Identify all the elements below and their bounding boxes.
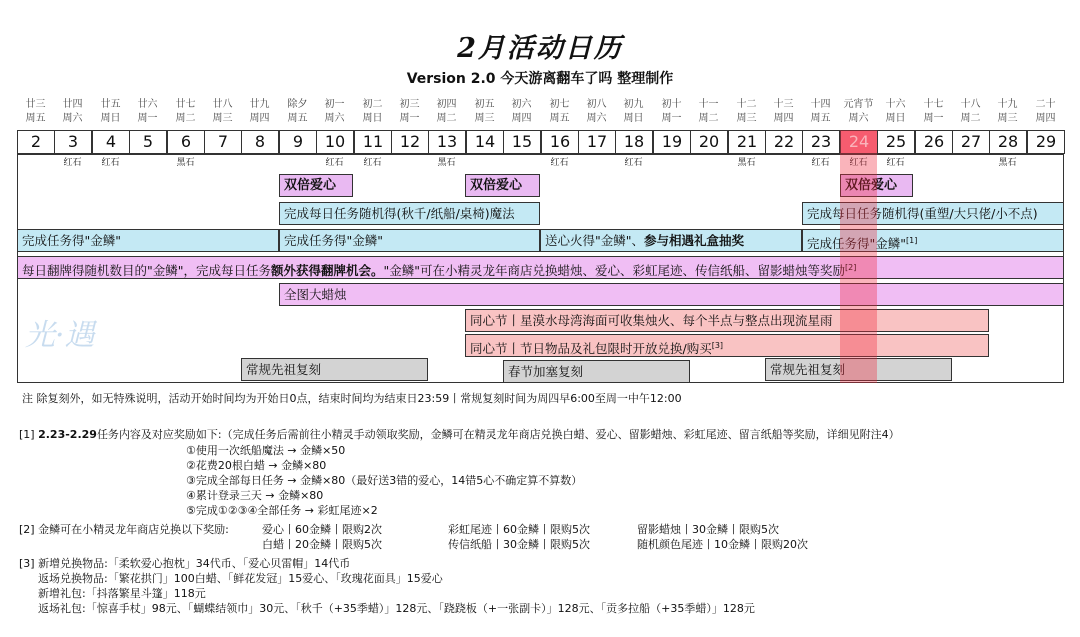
note-1-header: [1] 2.23-2.29任务内容及对应奖励如下:（完成任务后需前往小精灵手动领取奖励，金鳞可在精灵龙年商店兑换白蜡、爱心、留影蜡烛、彩虹尾迹、留言纸船等奖励，详细见附注4）	[19, 428, 900, 441]
note-2-item: 彩虹尾迹丨60金鳞丨限购5次	[448, 523, 590, 536]
day-cell: 5	[129, 130, 167, 154]
note-3-line: 返场兑换物品:「繁花拱门」100白蜡、「鲜花发冠」15爱心、「玫瑰花面具」15爱心	[38, 572, 443, 585]
day-weekday-label: 周一	[661, 113, 682, 124]
day-lunar-label: 初九	[623, 99, 644, 110]
day-cell: 10	[316, 130, 354, 154]
day-cell: 25	[877, 130, 915, 154]
note-2-item: 留影蜡烛丨30金鳞丨限购5次	[637, 523, 779, 536]
day-weekday-label: 周六	[586, 113, 607, 124]
event-double-hearts-3: 双倍爱心	[840, 174, 913, 197]
note-2-item: 传信纸船丨30金鳞丨限购5次	[448, 538, 590, 551]
event-double-hearts-2: 双倍爱心	[465, 174, 540, 197]
day-lunar-label: 初二	[362, 99, 383, 110]
day-cell: 19	[653, 130, 691, 154]
day-weekday-label: 周二	[175, 113, 196, 124]
day-lunar-label: 元宵节	[843, 99, 874, 110]
day-cell: 7	[204, 130, 242, 154]
game-logo: 光·遇	[25, 318, 95, 353]
note-3-line: [3] 新增兑换物品:「柔软爱心抱枕」34代币、「爱心贝雷帽」14代币	[19, 557, 351, 570]
day-weekday-label: 周四	[773, 113, 794, 124]
day-stone-tag: 黑石	[437, 158, 456, 168]
day-weekday-label: 周三	[736, 113, 757, 124]
day-cell: 20	[690, 130, 728, 154]
day-lunar-label: 初十	[661, 99, 682, 110]
day-lunar-label: 廿七	[175, 99, 196, 110]
day-weekday-label: 周六	[62, 113, 83, 124]
day-lunar-label: 廿九	[249, 99, 270, 110]
note-2-item: 白蜡丨20金鳞丨限购5次	[262, 538, 382, 551]
event-big-candle: 全图大蜡烛	[279, 283, 1064, 306]
day-cell: 16	[541, 130, 579, 154]
day-stone-tag: 红石	[550, 158, 569, 168]
event-tongxin-shop: 同心节丨节日物品及礼包限时开放兑换/购买[3]	[465, 334, 989, 357]
day-cell: 11	[354, 130, 392, 154]
note-1-item: ①使用一次纸船魔法 → 金鳞×50	[186, 444, 346, 457]
note-3-line: 新增礼包:「抖落繁星斗篷」118元	[38, 587, 206, 600]
day-lunar-label: 十四	[810, 99, 831, 110]
day-lunar-label: 十七	[923, 99, 944, 110]
event-tongxin-meteor: 同心节丨星漠水母湾海面可收集烛火、每个半点与整点出现流星雨	[465, 309, 989, 332]
day-cell: 4	[92, 130, 130, 154]
day-weekday-label: 周二	[436, 113, 457, 124]
event-task-2: 完成任务得"金鳞"	[279, 229, 540, 252]
day-lunar-label: 廿四	[62, 99, 83, 110]
day-stone-tag: 红石	[101, 158, 120, 168]
day-cell: 27	[952, 130, 990, 154]
note-2-item: 爱心丨60金鳞丨限购2次	[262, 523, 382, 536]
day-weekday-label: 周一	[399, 113, 420, 124]
day-lunar-label: 十六	[885, 99, 906, 110]
day-lunar-label: 十八	[960, 99, 981, 110]
event-daily-flip: 每日翻牌得随机数目的"金鳞"，完成每日任务额外获得翻牌机会。"金鳞"可在小精灵龙年商店兑换蜡烛、爱心、彩虹尾迹、传信纸船、留影蜡烛等奖励[2]	[17, 256, 1064, 279]
day-lunar-label: 初一	[324, 99, 345, 110]
day-weekday-label: 周日	[623, 113, 644, 124]
day-cell: 12	[391, 130, 429, 154]
day-lunar-label: 十九	[997, 99, 1018, 110]
day-lunar-label: 初五	[474, 99, 495, 110]
event-spring-rerun: 春节加塞复刻	[503, 360, 690, 383]
day-lunar-label: 十三	[773, 99, 794, 110]
day-weekday-label: 周三	[474, 113, 495, 124]
day-cell: 28	[989, 130, 1027, 154]
day-weekday-label: 周五	[287, 113, 308, 124]
event-rerun-1: 常规先祖复刻	[241, 358, 428, 381]
day-lunar-label: 十一	[698, 99, 719, 110]
note-1-item: ③完成全部每日任务 → 金鳞×80（最好送3错的爱心，14错5心不确定算不算数）	[186, 474, 583, 487]
day-lunar-label: 廿八	[212, 99, 233, 110]
day-stone-tag: 红石	[63, 158, 82, 168]
day-weekday-label: 周一	[923, 113, 944, 124]
day-cell: 6	[167, 130, 205, 154]
day-weekday-label: 周六	[848, 113, 869, 124]
day-stone-tag: 红石	[886, 158, 905, 168]
day-lunar-label: 初四	[436, 99, 457, 110]
day-lunar-label: 十二	[736, 99, 757, 110]
day-weekday-label: 周六	[324, 113, 345, 124]
day-cell: 13	[428, 130, 466, 154]
day-weekday-label: 周五	[25, 113, 46, 124]
day-lunar-label: 除夕	[287, 99, 308, 110]
day-stone-tag: 红石	[325, 158, 344, 168]
day-stone-tag: 黑石	[998, 158, 1017, 168]
day-weekday-label: 周日	[100, 113, 121, 124]
day-stone-tag: 红石	[811, 158, 830, 168]
day-cell: 29	[1027, 130, 1065, 154]
day-cell: 22	[765, 130, 803, 154]
day-weekday-label: 周三	[212, 113, 233, 124]
page-title: 2月活动日历	[457, 33, 623, 64]
note-1-item: ④累计登录三天 → 金鳞×80	[186, 489, 324, 502]
day-cell: 9	[279, 130, 317, 154]
day-weekday-label: 周四	[249, 113, 270, 124]
day-cell: 3	[54, 130, 92, 154]
day-weekday-label: 周四	[511, 113, 532, 124]
day-weekday-label: 周四	[1035, 113, 1056, 124]
day-cell: 15	[503, 130, 541, 154]
event-task-1: 完成任务得"金鳞"	[17, 229, 279, 252]
day-lunar-label: 初三	[399, 99, 420, 110]
note-3-line: 返场礼包:「惊喜手杖」98元、「蝴蝶结领巾」30元、「秋千（+35季蜡）」128元、「跷跷板（+一张副卡）」128元、「贡多拉船（+35季蜡）」128元	[38, 602, 755, 615]
page-subtitle: Version 2.0 今天游离翻车了吗 整理制作	[406, 71, 674, 87]
day-lunar-label: 廿五	[100, 99, 121, 110]
day-weekday-label: 周日	[362, 113, 383, 124]
day-weekday-label: 周一	[137, 113, 158, 124]
day-stone-tag: 红石	[624, 158, 643, 168]
day-lunar-label: 初八	[586, 99, 607, 110]
note-2-item: 随机颜色尾迹丨10金鳞丨限购20次	[637, 538, 808, 551]
day-cell: 14	[466, 130, 504, 154]
day-lunar-label: 初六	[511, 99, 532, 110]
day-stone-tag: 红石	[363, 158, 382, 168]
event-magic-1: 完成每日任务随机得(秋千/纸船/桌椅)魔法	[279, 202, 540, 225]
day-weekday-label: 周二	[698, 113, 719, 124]
day-cell: 24	[840, 130, 878, 154]
event-fire-lottery: 送心火得"金鳞"、参与相遇礼盒抽奖	[540, 229, 802, 252]
note-1-item: ②花费20根白蜡 → 金鳞×80	[186, 459, 327, 472]
note-1-item: ⑤完成①②③④全部任务 → 彩虹尾迹×2	[186, 504, 378, 517]
day-weekday-label: 周日	[885, 113, 906, 124]
day-weekday-label: 周五	[810, 113, 831, 124]
event-task-3: 完成任务得"金鳞"[1]	[802, 229, 1064, 252]
day-lunar-label: 二十	[1035, 99, 1056, 110]
day-lunar-label: 初七	[549, 99, 570, 110]
day-weekday-label: 周三	[997, 113, 1018, 124]
day-stone-tag: 黑石	[737, 158, 756, 168]
day-stone-tag: 黑石	[176, 158, 195, 168]
note-general: 注 除复刻外，如无特殊说明，活动开始时间均为开始日0点，结束时间均为结束日23:59丨常规复刻时间为周四早6:00至周一中午12:00	[22, 392, 682, 405]
day-lunar-label: 廿三	[25, 99, 46, 110]
day-weekday-label: 周五	[549, 113, 570, 124]
day-cell: 26	[915, 130, 953, 154]
day-cell: 18	[615, 130, 653, 154]
day-cell: 2	[17, 130, 55, 154]
note-2-header: [2] 金鳞可在小精灵龙年商店兑换以下奖励:	[19, 523, 229, 536]
event-double-hearts-1: 双倍爱心	[279, 174, 353, 197]
day-cell: 17	[578, 130, 616, 154]
day-stone-tag: 红石	[849, 158, 868, 168]
event-rerun-2: 常规先祖复刻	[765, 358, 952, 381]
event-magic-2: 完成每日任务随机得(重塑/大只佬/小不点)	[802, 202, 1064, 225]
day-cell: 8	[241, 130, 279, 154]
day-lunar-label: 廿六	[137, 99, 158, 110]
day-cell: 23	[802, 130, 840, 154]
day-weekday-label: 周二	[960, 113, 981, 124]
day-cell: 21	[728, 130, 766, 154]
